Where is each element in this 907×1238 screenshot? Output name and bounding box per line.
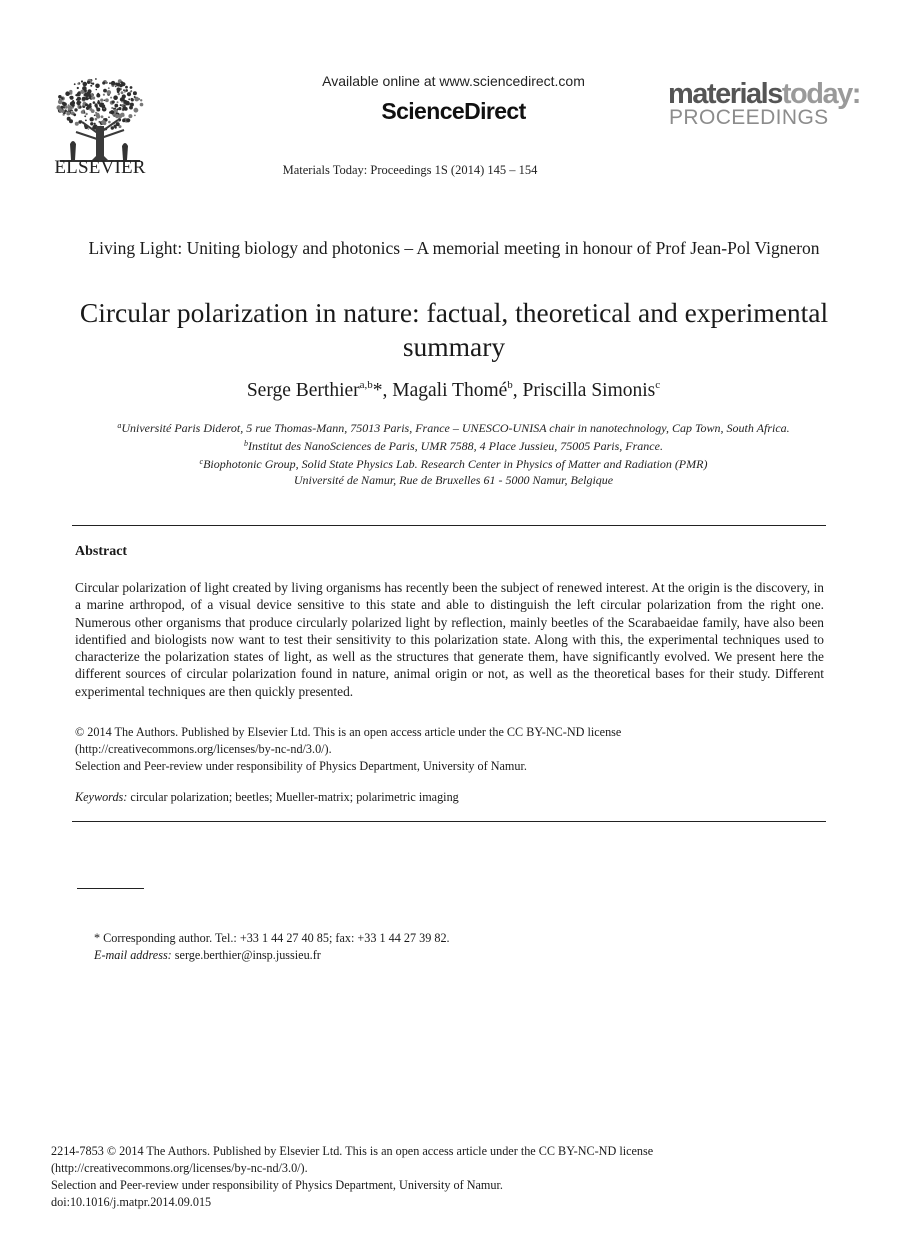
section-divider-top — [72, 525, 826, 526]
section-divider-bottom — [72, 821, 826, 822]
author-affiliation-mark: b — [507, 379, 513, 391]
bottom-license-block — [51, 1143, 871, 1211]
peer-review-line: Selection and Peer-review under responsibility of Physics Department, University of Namur. — [75, 758, 527, 773]
author-name: Serge Berthier — [246, 380, 360, 401]
sciencedirect-wordmark: ScienceDirect — [381, 98, 526, 124]
author-separator: , — [512, 380, 523, 401]
copyright-line: © 2014 The Authors. Published by Elsevier Ltd. This is an open access article under the CC BY-NC-ND license — [75, 725, 622, 739]
corresponding-author-footnote — [94, 930, 794, 963]
affiliation-line — [40, 454, 867, 472]
affiliation-line — [40, 418, 867, 436]
affiliations — [40, 418, 867, 488]
email-address[interactable]: serge.berthier@insp.jussieu.fr — [171, 947, 321, 962]
author-separator: , — [382, 380, 393, 401]
elsevier-wordmark: ELSEVIER — [54, 157, 146, 178]
logo-today: today — [781, 78, 852, 110]
copyright-notice — [75, 724, 835, 774]
affiliation-text: Université Paris Diderot, 5 rue Thomas-Mann, 75013 Paris, France – UNESCO-UNISA chair in nanotechnology, Cap Town, South Africa. — [121, 421, 790, 435]
abstract-body: Circular polarization of light created by living organisms has recently been the subject of renewed interest. At the origin is the discovery, in a marine arthropod, of a visual device sensitive to this state and able to distinguish the left circular polarization from the right one. Numerous other organisms that produce circularly polarized light by reflection, mainly beetles of the Scarabaeidae family, have also been identified and biologists now want to test their sensitivity to this polarization state. Along with this, the experimental techniques used to characterize the polarization states of light, as well as the structures that generate them, have significantly evolved. We present here the different sources of circular polarization found in nature, animal origin or not, as well as the theoretical bases for their study. Different experimental techniques are then quickly presented. — [75, 580, 824, 699]
keywords-label: Keywords: — [75, 790, 128, 804]
affiliation-text: Université de Namur, Rue de Bruxelles 61 - 5000 Namur, Belgique — [293, 472, 614, 487]
keywords — [75, 790, 835, 805]
logo-materials: materials — [668, 78, 782, 110]
logo-colon: : — [851, 78, 860, 110]
doi-line[interactable]: doi:10.1016/j.matpr.2014.09.015 — [51, 1195, 212, 1209]
affiliation-mark: b — [244, 439, 249, 449]
affiliation-text: Institut des NanoSciences de Paris, UMR 7588, 4 Place Jussieu, 75005 Paris, France. — [248, 439, 663, 454]
affiliation-mark: c — [199, 457, 204, 467]
conference-title: Living Light: Uniting biology and photonics – A memorial meeting in honour of Prof Jean-Pol Vigneron — [88, 238, 820, 258]
license-link[interactable]: (http://creativecommons.org/licenses/by-nc-nd/3.0/). — [75, 741, 332, 756]
materials-today-proceedings-logo — [668, 80, 858, 130]
keywords-list: circular polarization; beetles; Mueller-matrix; polarimetric imaging — [127, 790, 459, 804]
affiliation-line — [40, 436, 867, 454]
affiliation-text: Biophotonic Group, Solid State Physics Lab. Research Center in Physics of Matter and Radiation (PMR) — [203, 457, 708, 472]
paper-title: Circular polarization in nature: factual, theoretical and experimental summary — [79, 297, 829, 362]
logo-proceedings: PROCEEDINGS — [669, 106, 829, 129]
logo-top-line — [668, 80, 860, 109]
abstract-heading: Abstract — [75, 544, 128, 559]
journal-citation: Materials Today: Proceedings 1S (2014) 145 – 154 — [282, 163, 538, 177]
email-label: E-mail address: — [94, 947, 172, 962]
peer-review-line: Selection and Peer-review under responsibility of Physics Department, University of Namur. — [51, 1178, 503, 1192]
footnote-divider — [77, 888, 144, 889]
affiliation-line — [40, 473, 867, 488]
corresponding-author-contact: * Corresponding author. Tel.: +33 1 44 27 40 85; fax: +33 1 44 27 39 82. — [94, 931, 450, 945]
author-affiliation-mark: a,b — [359, 379, 373, 391]
corresponding-mark: * — [372, 380, 383, 401]
issn-copyright-line: 2214-7853 © 2014 The Authors. Published by Elsevier Ltd. This is an open access article under the CC BY-NC-ND license — [51, 1144, 654, 1158]
affiliation-mark: a — [117, 421, 122, 430]
available-online-text: Available online at www.sciencedirect.com — [322, 73, 585, 89]
author-affiliation-mark: c — [655, 379, 661, 391]
author-list — [0, 379, 907, 402]
email-line — [94, 947, 794, 964]
author-name: Magali Thomé — [392, 380, 508, 401]
license-link[interactable]: (http://creativecommons.org/licenses/by-nc-nd/3.0/). — [51, 1161, 308, 1175]
author-name: Priscilla Simonis — [522, 380, 656, 401]
